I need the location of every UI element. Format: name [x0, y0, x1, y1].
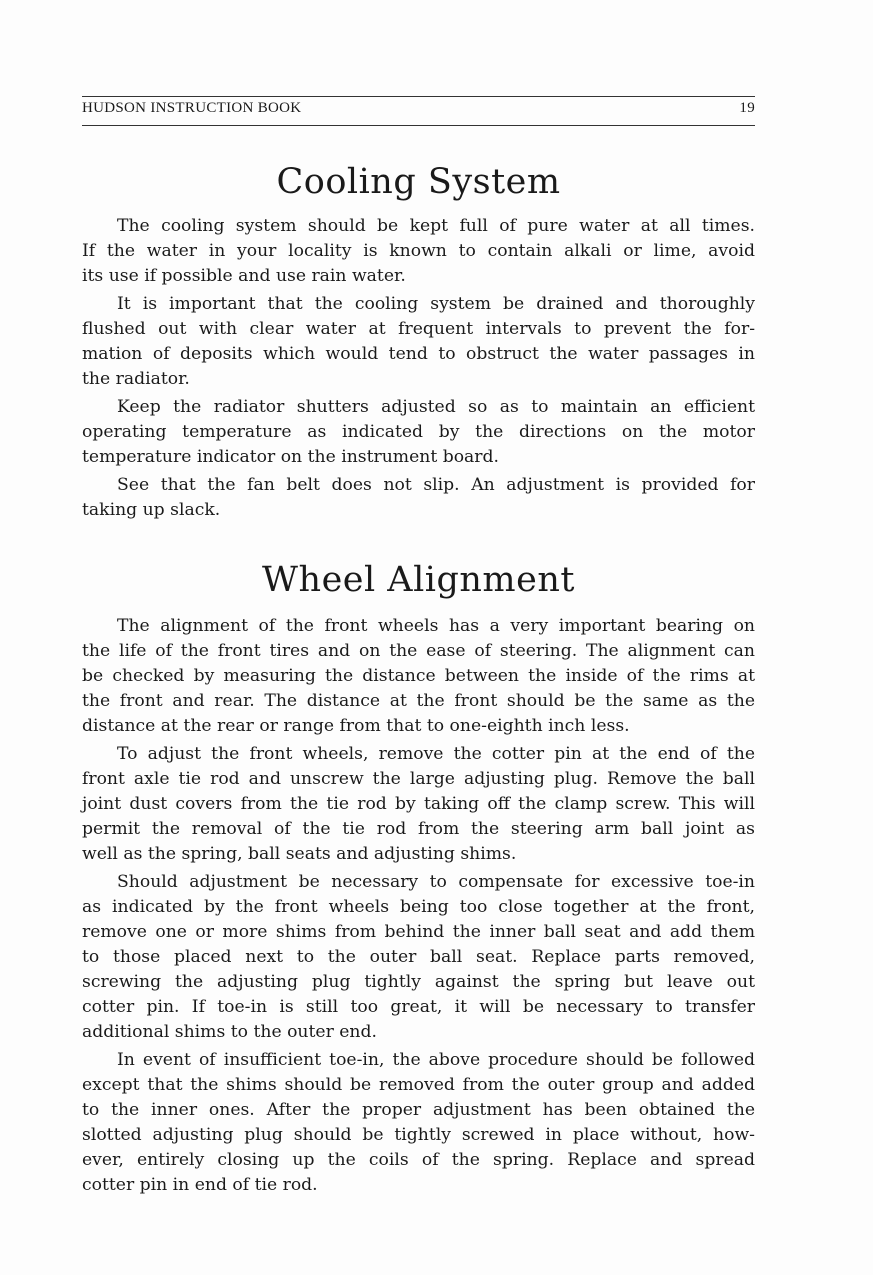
section-cooling-system	[82, 214, 755, 526]
text-line: additional shims to the outer end.	[82, 1022, 377, 1042]
text-line: Should adjustment be necessary to compensate for excessive toe-in	[117, 872, 755, 892]
paragraph	[82, 614, 755, 739]
text-line: The alignment of the front wheels has a very important bearing on	[117, 616, 755, 636]
text-line: To adjust the front wheels, remove the cotter pin at the end of the	[117, 744, 755, 764]
page-number: 19	[739, 100, 755, 116]
text-line: well as the spring, ball seats and adjusting shims.	[82, 844, 517, 864]
heading-wheel-alignment: Wheel Alignment	[262, 560, 575, 600]
paragraph	[82, 473, 755, 523]
text-line: See that the fan belt does not slip. An adjustment is provided for	[117, 475, 755, 495]
text-line: except that the shims should be removed from the outer group and added	[82, 1075, 755, 1095]
text-line: remove one or more shims from behind the inner ball seat and add them	[82, 922, 755, 942]
text-line: slotted adjusting plug should be tightly screwed in place without, how-	[82, 1125, 755, 1145]
text-line: If the water in your locality is known to contain alkali or lime, avoid	[82, 241, 755, 261]
text-line: mation of deposits which would tend to obstruct the water passages in	[82, 344, 755, 364]
text-line: The cooling system should be kept full of pure water at all times.	[117, 216, 755, 236]
text-line: to those placed next to the outer ball seat. Replace parts removed,	[82, 947, 755, 967]
text-line: the life of the front tires and on the ease of steering. The alignment can	[82, 641, 755, 661]
paragraph	[82, 292, 755, 392]
text-line: operating temperature as indicated by the directions on the motor	[82, 422, 755, 442]
text-line: screwing the adjusting plug tightly against the spring but leave out	[82, 972, 755, 992]
text-line: distance at the rear or range from that to one-eighth inch less.	[82, 716, 630, 736]
text-line: its use if possible and use rain water.	[82, 266, 406, 286]
text-line: joint dust covers from the tie rod by taking off the clamp screw. This will	[82, 794, 755, 814]
text-line: taking up slack.	[82, 500, 221, 520]
text-line: ever, entirely closing up the coils of the spring. Replace and spread	[82, 1150, 755, 1170]
text-line: as indicated by the front wheels being too close together at the front,	[82, 897, 755, 917]
text-line: cotter pin in end of tie rod.	[82, 1175, 318, 1195]
text-line: Keep the radiator shutters adjusted so as to maintain an efficient	[117, 397, 755, 417]
book-title: HUDSON INSTRUCTION BOOK	[82, 100, 302, 116]
header-top-rule	[82, 96, 755, 97]
text-line: temperature indicator on the instrument board.	[82, 447, 499, 467]
text-line: cotter pin. If toe-in is still too great, it will be necessary to transfer	[82, 997, 755, 1017]
text-line: to the inner ones. After the proper adjustment has been obtained the	[82, 1100, 755, 1120]
text-line: front axle tie rod and unscrew the large adjusting plug. Remove the ball	[82, 769, 755, 789]
text-line: In event of insufficient toe-in, the above procedure should be followed	[117, 1050, 755, 1070]
section-wheel-alignment	[82, 614, 755, 1201]
text-line: flushed out with clear water at frequent intervals to prevent the for-	[82, 319, 755, 339]
text-line: It is important that the cooling system be drained and thoroughly	[117, 294, 755, 314]
text-line: the radiator.	[82, 369, 190, 389]
paragraph	[82, 1048, 755, 1198]
running-header	[82, 100, 755, 117]
text-line: be checked by measuring the distance between the inside of the rims at	[82, 666, 755, 686]
heading-cooling-system: Cooling System	[276, 162, 561, 202]
header-bottom-rule	[82, 125, 755, 126]
paragraph	[82, 395, 755, 470]
text-line: permit the removal of the tie rod from the steering arm ball joint as	[82, 819, 755, 839]
paragraph	[82, 870, 755, 1045]
paragraph	[82, 742, 755, 867]
paragraph	[82, 214, 755, 289]
text-line: the front and rear. The distance at the front should be the same as the	[82, 691, 755, 711]
